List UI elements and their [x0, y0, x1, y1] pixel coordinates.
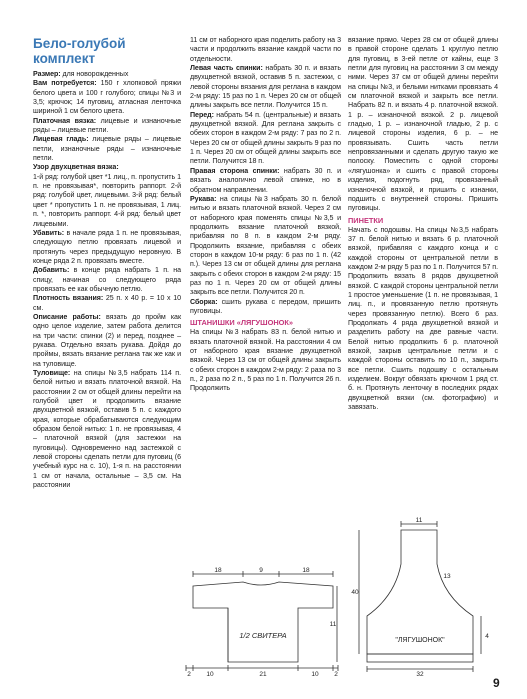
- title-line-1: Бело-голубой: [33, 36, 126, 51]
- sleeves-label: Рукава:: [190, 194, 217, 203]
- decrease-label: Убавить:: [33, 228, 65, 237]
- intro-paragraph: 11 см от наборного края поделить работу на 3 части и продолжить вязание каждой части по отдельности.: [190, 36, 341, 63]
- increase-paragraph: [33, 266, 181, 294]
- dim-13: 13: [443, 573, 451, 580]
- dim-9: 9: [259, 567, 263, 574]
- column-1: [33, 36, 181, 490]
- dim-10-right: 10: [311, 671, 319, 676]
- front-label: Перед:: [190, 110, 214, 119]
- sweater-outline: [193, 582, 333, 662]
- density-label: Плотность вязания:: [33, 294, 104, 303]
- pants-continued-paragraph: вязание прямо. Через 28 см от общей длины в правой стороне сделать 1 круглую петлю для пуговиц, в 3-ей петле от кайны, еще 3 петли для пуговиц на расстоянии 3 см между ними. Через 37 см от общей длины перейти на спицы №3, и белыми нитками провязать 4 см платочной вязкой и закрыть все петли. Набрать 82 п. и вязать 4 р. платочной вязкой. 1 р. – изнаночной вязкой. 2 р. лицевой гладью, 1 р. – изнаночной гладью, 2 р. с лицевой стороны изделия, 6 р. – не провязывать. Сшить часть петли непровязанными и сделать другую такую же полоску. Поместить с одной стороны «лягушонка» и сшить с правой стороны изделия, подогнуть ряд, провязанный изнаночной вязкой, и пришить с изнанки, подшить с внутренней стороны. Пришить пуговицы.: [348, 36, 498, 213]
- density-text: 25 п. х 40 р. = 10 х 10 см.: [33, 294, 181, 312]
- two-color-text: 1-й ряд: голубой цвет *1 лиц., п. пропустить 1 п. не провязывая*, повторить раппорт. 2-й ряд: голубой цвет, лицевыми. 3-й ряд: белый цвет * пропустить 1 п. не провязывая, 1 лиц. п. *, повторить раппорт. 4-й ряд: белый цвет лицевыми.: [33, 172, 181, 228]
- dim-18-left: 18: [214, 567, 222, 574]
- pants-diagram-label: "ЛЯГУШОНОК": [395, 637, 445, 644]
- stockinette-label: Лицевая гладь:: [33, 135, 89, 144]
- sleeves-text: на спицы №3 набрать 30 п. белой нитью и вязать платочной вязкой. Через 2 см от наборного края поменять спицы №3,5 и продолжить вязание платочной вязкой, прибавляя по 8 п. в каждом 2-м ряду. Продолжить вязание, прибавляя с обеих сторон в каждом 10-м ряду: 6 раз по 1 п. (42 п.). Через 13 см от общей длины для реглана закрыть с обеих сторон в каждом 2-м ряду: 15 раз по 1 п. Через 20 см от общей длины закрыть все петли. Получится 20 п.: [190, 194, 341, 297]
- two-color-label: Узор двухцветная вязка:: [33, 163, 119, 172]
- size-label: Размер:: [33, 70, 61, 78]
- stockinette-text: лицевые ряды – лицевые петли, изнаночные ряды – изнаночные петли.: [33, 135, 181, 163]
- assembly-text: сшить рукава с передом, пришить пуговицы.: [190, 297, 341, 315]
- garter-paragraph: [33, 117, 181, 136]
- front-text: набрать 54 п. (центральные) и вязать двухцветной вязкой. Для реглана закрыть с обеих сторон в каждом 2-м ряду: 7 раз по 2 п. Через 20 см от общей длины закрыть 9 раз по 1 п. Через 20 см от общей длины закрыть все петли. Получится 18 п.: [190, 110, 341, 166]
- assembly-label: Сборка:: [190, 297, 218, 306]
- page-number: 9: [493, 676, 500, 690]
- left-back-paragraph: [190, 64, 341, 111]
- pants-waistband: [367, 654, 473, 662]
- description-text: вязать до пройм как одно целое изделие, затем работа делится на три части: спинки (2) и перед, позднее – рукава. Отдельно вязать рукава. Дойдя до проймы, вязать вязание реглана так же как и на туловище.: [33, 312, 181, 368]
- sweater-diagram-svg: [183, 566, 341, 676]
- increase-label: Добавить:: [33, 266, 70, 275]
- column-3: [348, 36, 498, 412]
- increase-text: в конце ряда набрать 1 п. на спицу, начиная со следующего ряда провязать ее как обычную петлю.: [33, 266, 181, 293]
- sleeves-paragraph: [190, 195, 341, 298]
- density-paragraph: [33, 294, 181, 313]
- dim-11: 11: [415, 517, 423, 524]
- pants-diagram: [351, 516, 501, 676]
- garter-label: Платочная вязка:: [33, 116, 97, 125]
- sweater-diagram: [183, 566, 341, 676]
- article-title: [33, 36, 181, 66]
- dim-40: 40: [351, 589, 359, 596]
- body-label: Туловище:: [33, 369, 71, 377]
- description-paragraph: [33, 313, 181, 369]
- booties-heading: ПИНЕТКИ: [348, 215, 384, 225]
- dim-18-right: 18: [302, 567, 310, 574]
- two-color-paragraph: [33, 163, 181, 228]
- decrease-paragraph: [33, 229, 181, 266]
- left-back-text: набрать 30 п. и вязать двухцветной вязкой, оставив 5 п. застежки, с левой стороны вязания для реглана в каждом 2-м ряду: 15 раз по 1 п. Через 20 см от общей длины закрыть все петли. Получится 15 п.: [190, 64, 341, 110]
- pants-paragraph: На спицы №3 набрать 83 п. белой нитью и вязать платочной вязкой. На расстоянии 4 см от наборного края вязание двухцветной вязкой. Через 13 см от общей длины закрыть с обеих сторон в каждом 2-м ряду: 2 раза по 3 п., 2 раза по 2 п., 5 раз по 1 п. Получится 26 п. Продолжить: [190, 328, 341, 393]
- size-text: для новорожденных: [60, 70, 129, 78]
- pants-diagram-svg: [351, 516, 501, 676]
- stockinette-paragraph: [33, 135, 181, 163]
- materials-label: Вам потребуется:: [33, 79, 97, 88]
- materials-paragraph: [33, 79, 181, 116]
- dim-21: 21: [259, 671, 267, 676]
- right-back-paragraph: [190, 167, 341, 195]
- decrease-text: в начале ряда 1 п. не провязывая, следующую петлю провязать лицевой и протянуть через предыдущую неровную. В конце ряда 2 п. провязать вместе.: [33, 228, 181, 265]
- size-paragraph: [33, 70, 181, 79]
- dim-32: 32: [416, 671, 424, 676]
- dim-11: 11: [329, 621, 337, 628]
- right-back-label: Правая сторона спинки:: [190, 166, 280, 175]
- dim-4: 4: [485, 633, 489, 640]
- title-line-2: комплект: [33, 51, 96, 66]
- dim-2-right: 2: [334, 671, 338, 676]
- body-text: на спицы №3,5 набрать 114 п. белой нитью и вязать платочной вязкой. На расстоянии 2 см от общей длины перейти на голубой цвет и продолжить вязание двухцветной вязкой, оставив 5 п. с каждого края, которые обрабатываются следующим образом белой нитью: 1 п. не провязывая, 4 – платочной вязкой (для застежки на пуговицы). Одновременно над застежкой с левой стороны сделать петли для пуговиц (6 учебный курс на с. 10), 1-я п. на расстоянии 1 см от начала, остальные – 3,5 см. На расстоянии: [33, 369, 181, 490]
- description-label: Описание работы:: [33, 312, 101, 321]
- garter-text: лицевые и изнаночные ряды – лицевые петли.: [33, 116, 181, 135]
- front-paragraph: [190, 111, 341, 167]
- body-paragraph: [33, 369, 181, 490]
- left-back-label: Левая часть спинки:: [190, 64, 263, 73]
- pants-heading: ШТАНИШКИ «ЛЯГУШОНОК»: [190, 318, 294, 328]
- sweater-diagram-label: 1/2 СВИТЕРА: [239, 631, 287, 640]
- materials-text: 150 г хлопковой пряжи белого цвета и 100 г голубого; спицы №3 и 3,5; крючок; 14 пуговиц, атласная ленточка шириной 1 см белого цвета.: [33, 79, 181, 116]
- assembly-paragraph: [190, 298, 341, 317]
- dim-2-left: 2: [187, 671, 191, 676]
- booties-paragraph: Начать с подошвы. На спицы №3,5 набрать 37 п. белой нитью и вязать 6 р. платочной вязкой, прибавляя с каждого конца и с каждой стороны от центральной петли в каждом 2-м ряду 5 раз по 1 п. Получится 57 п. Продолжить вязать 8 рядов двухцветной вязкой. С каждой стороны центральной петли 1 простое уменьшение (1 п. не провязывая, 1 лиц. п., и провязанную петлю протянуть через провязанную петлю). Всего 6 раз. Продолжать 4 ряда двухцветной вязкой и разделить работу на две равные части. Белой нитью продолжить 6 р. платочной вязкой, закрыв центральные петли и с каждой стороны оставить по 10 п., закрыть все петли. Сшить подошву с остальным изделием. Вокруг обвязать крючком 1 ряд ст. б. н. Протянуть ленточку в последних рядах двухцветной вязки (см. фотографию) и завязать.: [348, 225, 498, 412]
- column-2: [190, 36, 341, 394]
- pants-outline: [367, 530, 473, 654]
- dim-10-left: 10: [206, 671, 214, 676]
- right-back-text: набрать 30 п. и вязать аналогично левой спинке, но в обратном направлении.: [190, 166, 341, 194]
